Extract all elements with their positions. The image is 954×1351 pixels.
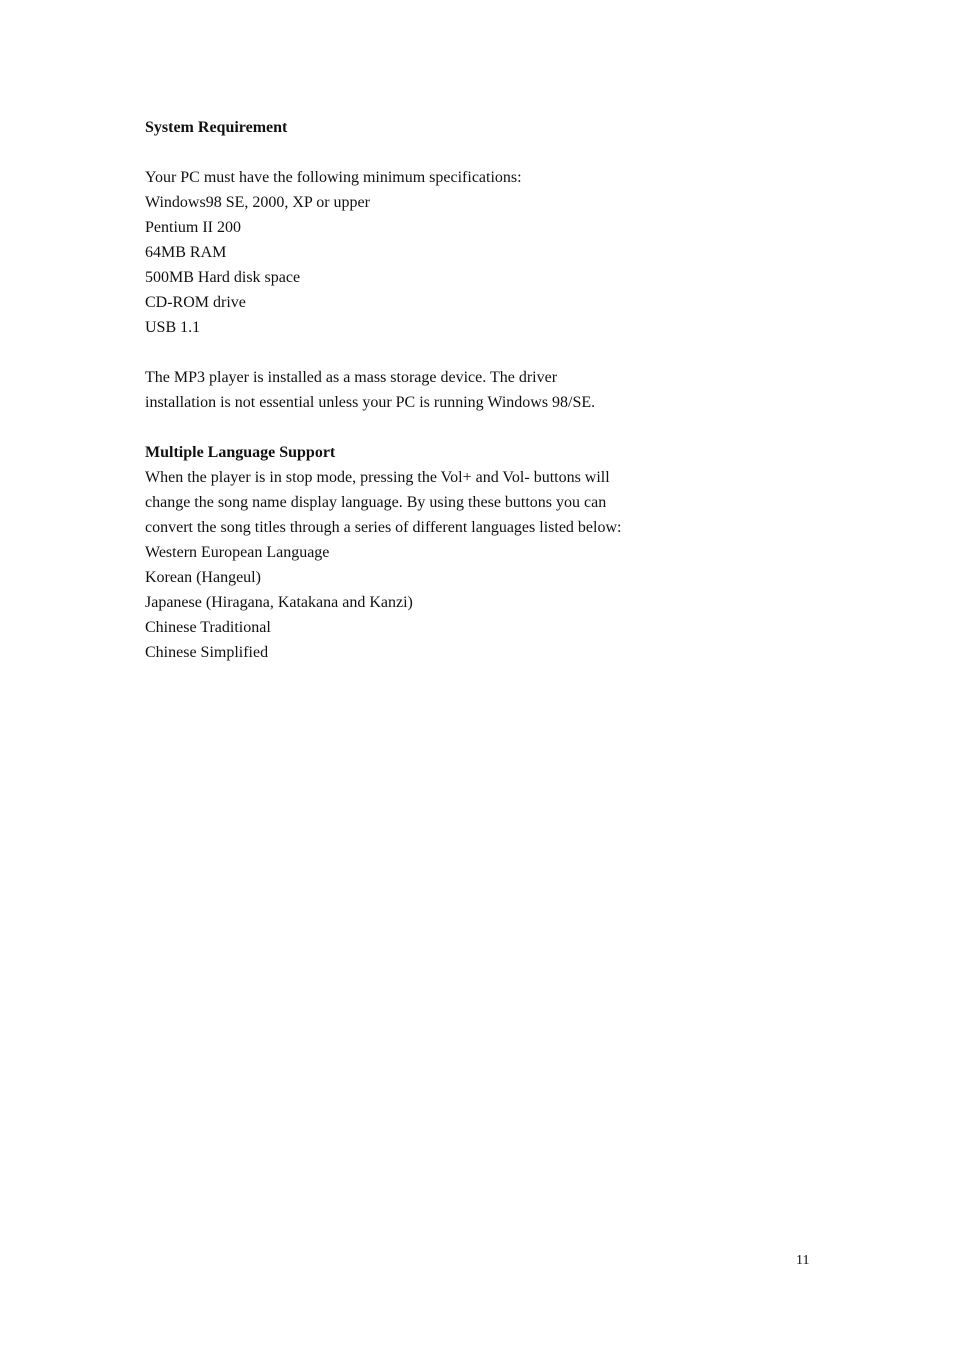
page-number: 11 — [796, 1253, 810, 1268]
spacer — [145, 140, 745, 165]
language-item: Japanese (Hiragana, Katakana and Kanzi) — [145, 594, 413, 611]
language-item: Western European Language — [145, 544, 330, 561]
spec-item: CD-ROM drive — [145, 294, 246, 311]
driver-note-line: The MP3 player is installed as a mass storage device. The driver — [145, 369, 558, 386]
spacer — [145, 340, 745, 365]
spec-item: USB 1.1 — [145, 319, 201, 336]
spec-item: Pentium II 200 — [145, 219, 241, 236]
spec-item: 500MB Hard disk space — [145, 269, 301, 286]
driver-note-line: installation is not essential unless your PC is running Windows 98/SE. — [145, 394, 596, 411]
system-requirement-heading: System Requirement — [145, 119, 288, 136]
language-item: Korean (Hangeul) — [145, 569, 261, 586]
language-body-line: When the player is in stop mode, pressing the Vol+ and Vol- buttons will — [145, 469, 610, 486]
language-body-line: change the song name display language. By using these buttons you can — [145, 494, 607, 511]
spec-item: Windows98 SE, 2000, XP or upper — [145, 194, 370, 211]
spec-intro: Your PC must have the following minimum specifications: — [145, 169, 522, 186]
language-item: Chinese Traditional — [145, 619, 271, 636]
spec-item: 64MB RAM — [145, 244, 227, 261]
language-support-heading: Multiple Language Support — [145, 444, 336, 461]
spacer — [145, 415, 745, 440]
page-content — [145, 115, 745, 665]
language-item: Chinese Simplified — [145, 644, 269, 661]
language-body-line: convert the song titles through a series of different languages listed below: — [145, 519, 622, 536]
